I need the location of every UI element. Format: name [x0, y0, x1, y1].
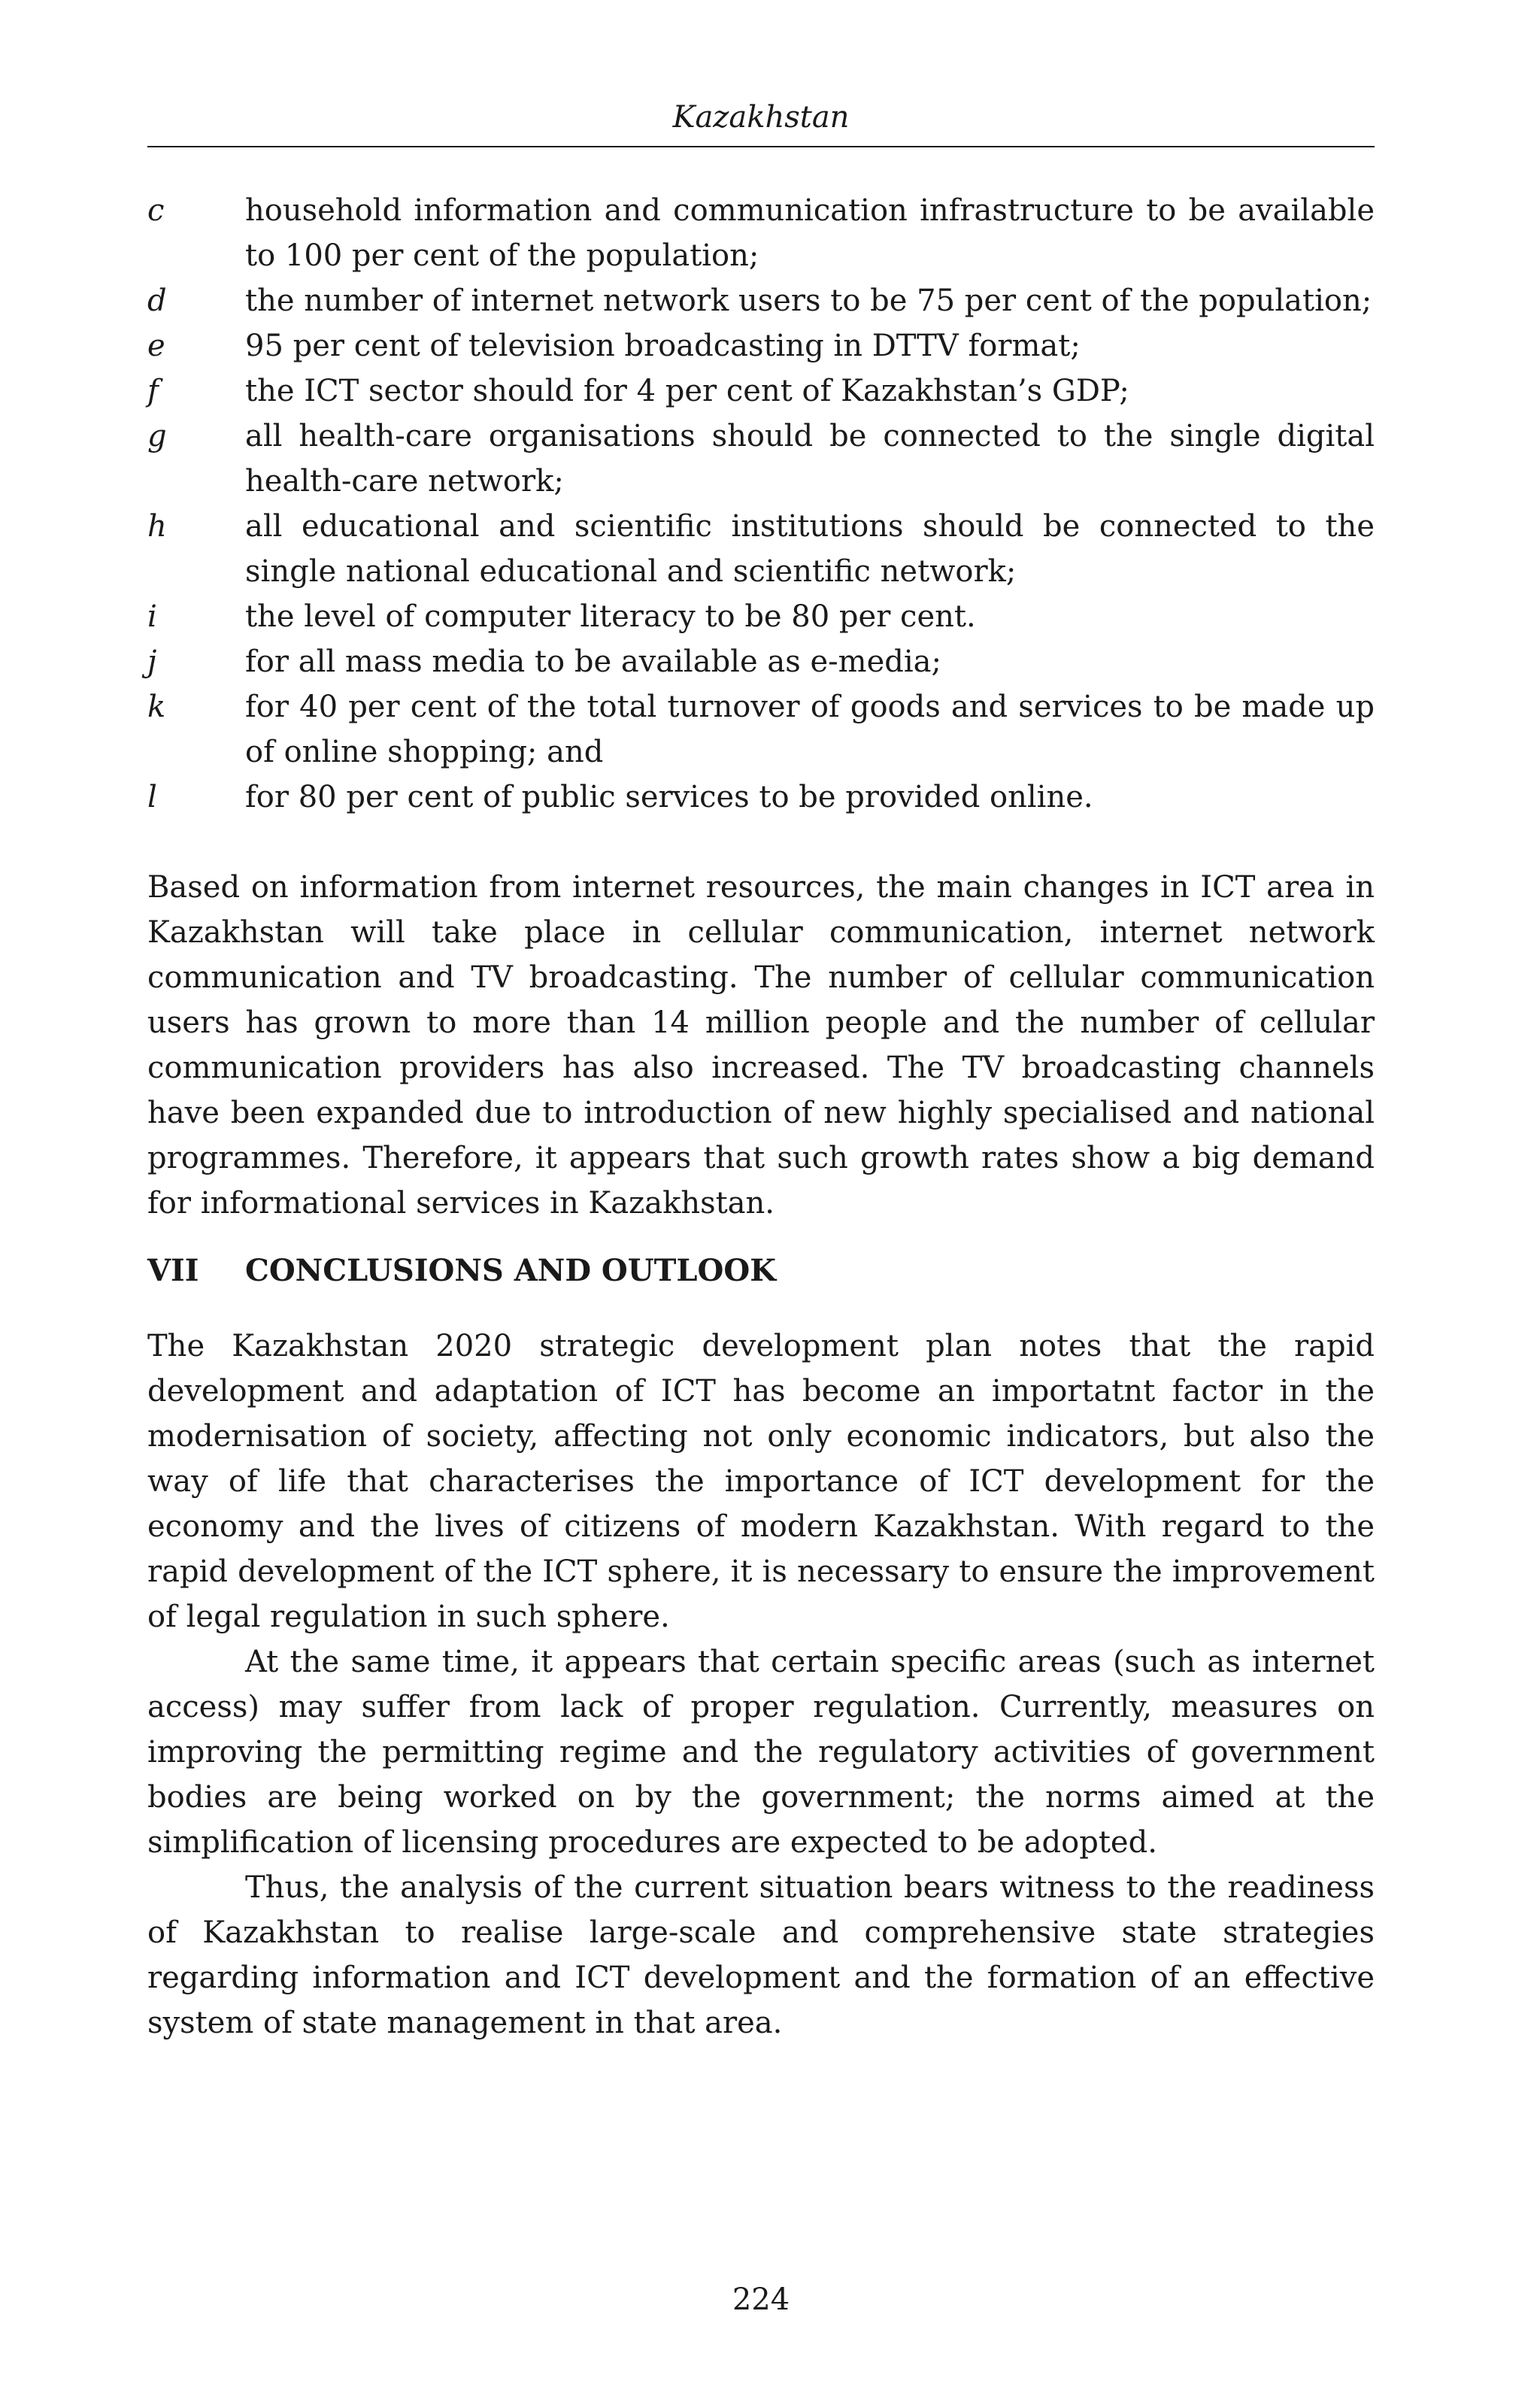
list-item-text: all health-care organisations should be connected to the single digital health-care network;	[245, 419, 1375, 499]
list-item-text: for all mass media to be available as e-media;	[245, 644, 941, 679]
ict-changes-paragraph: Based on information from internet resources, the main changes in ICT area in Kazakhstan will take place in cellular communication, internet network communication and TV broadcasting. The number of cellular communication users has grown to more than 14 million people and the number of cellular communication providers has also increased. The TV broadcasting channels have been expanded due to introduction of new highly specialised and national programmes. Therefore, it appears that such growth rates show a big demand for informational services in Kazakhstan.	[147, 870, 1375, 1221]
list-item-letter: k	[147, 690, 166, 724]
section-title: CONCLUSIONS AND OUTLOOK	[245, 1253, 776, 1288]
header-rule	[147, 146, 1375, 147]
list-item-letter: i	[147, 599, 157, 634]
list-item-letter: f	[147, 374, 159, 408]
list-item-text: all educational and scientific institutions should be connected to the single national educational and scientific network;	[245, 509, 1375, 589]
list-item-letter: j	[147, 644, 157, 679]
list-item-text: for 80 per cent of public services to be provided online.	[245, 780, 1093, 814]
list-item	[147, 775, 1375, 820]
list-item	[147, 684, 1375, 775]
list-item-text: 95 per cent of television broadcasting in DTTV format;	[245, 329, 1081, 363]
list-item	[147, 323, 1375, 368]
list-item	[147, 414, 1375, 504]
list-item-text: household information and communication infrastructure to be available to 100 per cent of the population;	[245, 193, 1375, 273]
list-item-letter: h	[147, 509, 167, 544]
conclusions-paragraph: Thus, the analysis of the current situation bears witness to the readiness of Kazakhstan to realise large-scale and comprehensive state strategies regarding information and ICT development and the formation of an effective system of state management in that area.	[147, 1870, 1375, 2040]
list-item-text: the ICT sector should for 4 per cent of Kazakhstan’s GDP;	[245, 374, 1129, 408]
list-item-letter: g	[147, 419, 167, 453]
conclusions-paragraph: At the same time, it appears that certain specific areas (such as internet access) may suffer from lack of proper regulation. Currently, measures on improving the permitting regime and the regulatory activities of government bodies are being worked on by the government; the norms aimed at the simplification of licensing procedures are expected to be adopted.	[147, 1645, 1375, 1860]
list-item-letter: c	[147, 193, 165, 228]
list-item-letter: d	[147, 284, 167, 318]
list-item-letter: l	[147, 780, 157, 814]
list-item-text: for 40 per cent of the total turnover of goods and services to be made up of online shopping; and	[245, 690, 1375, 769]
list-item	[147, 504, 1375, 594]
section-heading	[147, 1248, 1375, 1293]
enumerated-list	[147, 188, 1375, 820]
list-item	[147, 188, 1375, 278]
running-head: Kazakhstan	[672, 100, 850, 135]
list-item-letter: e	[147, 329, 165, 363]
list-item-text: the number of internet network users to be 75 per cent of the population;	[245, 284, 1372, 318]
section-number: VII	[147, 1253, 199, 1288]
conclusions-body	[147, 1324, 1375, 2046]
list-item	[147, 639, 1375, 684]
conclusions-paragraph: The Kazakhstan 2020 strategic development plan notes that the rapid development and adaptation of ICT has become an importatnt factor in the modernisation of society, affecting not only economic indicators, but also the way of life that characterises the importance of ICT development for the economy and the lives of citizens of modern Kazakhstan. With regard to the rapid development of the ICT sphere, it is necessary to ensure the improvement of legal regulation in such sphere.	[147, 1329, 1375, 1634]
list-item	[147, 594, 1375, 639]
list-item-text: the level of computer literacy to be 80 per cent.	[245, 599, 976, 634]
page-number: 224	[732, 2282, 790, 2317]
book-page	[147, 0, 1375, 2408]
list-item	[147, 278, 1375, 323]
list-item	[147, 368, 1375, 414]
